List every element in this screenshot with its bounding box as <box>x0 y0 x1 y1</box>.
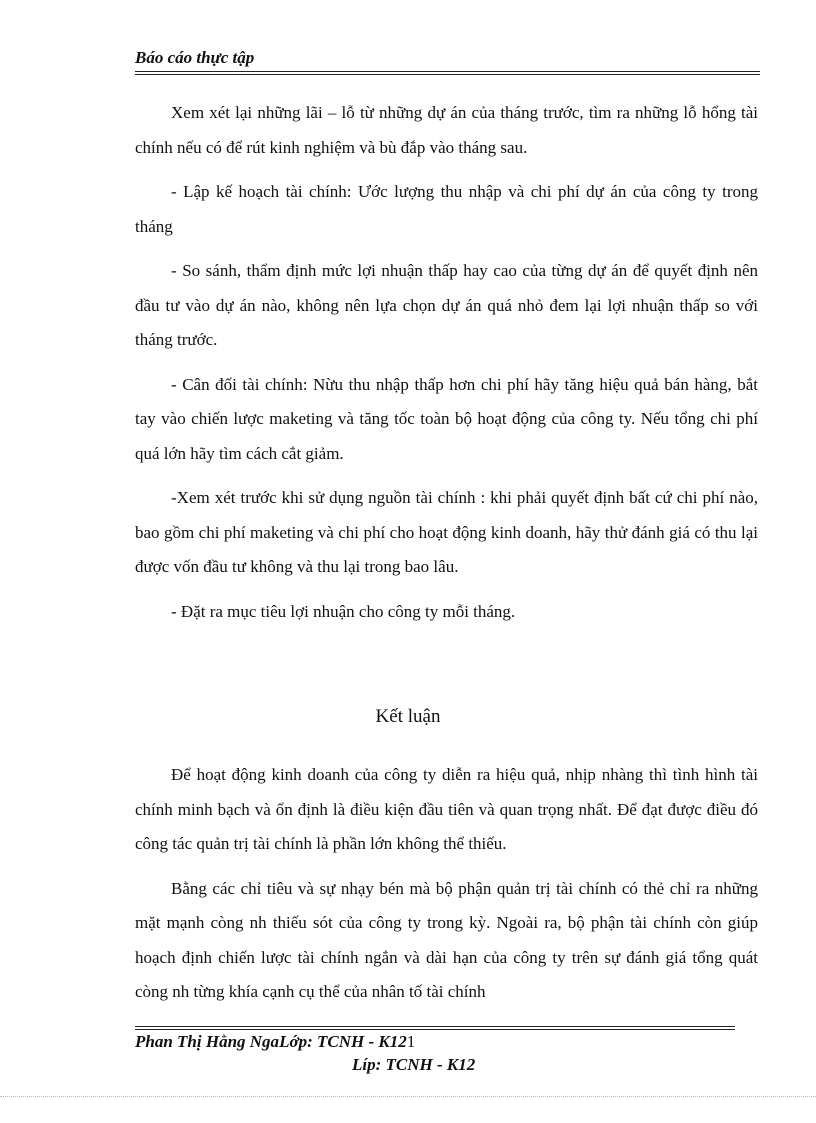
paragraph: Để hoạt động kinh doanh của công ty diễn ra hiệu quả, nhịp nhàng thì tình hình tài chính minh bạch và ổn định là điều kiện đầu tiên và quan trọng nhất. Để đạt được điều đó công tác quản trị tài chính là phần lớn không thể thiếu. <box>135 765 758 853</box>
footer-class-alt: Líp: TCNH - K12 <box>352 1055 476 1074</box>
page-number: 1 <box>406 1032 416 1051</box>
conclusion-section <box>135 758 758 1020</box>
footer-divider <box>135 1026 735 1030</box>
paragraph: Bằng các chỉ tiêu và sự nhạy bén mà bộ phận quản trị tài chính có thẻ chỉ ra những mặt mạnh còng nh thiếu sót của công ty trong kỳ. Ngoài ra, bộ phận tài chính còn giúp hoạch định chiến lược tài chính ngắn và dài hạn của công ty trên sự đánh giá tổng quát còng nh từng khía cạnh cụ thể của nhân tố tài chính <box>135 878 758 1001</box>
footer-line <box>135 1032 415 1052</box>
paragraph: - Lập kế hoạch tài chính: Ước lượng thu nhập và chi phí dự án của công ty trong tháng <box>135 182 758 236</box>
paragraph: -Xem xét trước khi sử dụng nguồn tài chính : khi phải quyết định bất cứ chi phí nào, bao gồm chi phí maketing và chi phí cho hoạt động kinh doanh, hãy thử đánh giá có thu lại được vốn đầu tư không và thu lại trong bao lâu. <box>135 488 758 576</box>
page-bottom-dotted-line <box>0 1096 816 1097</box>
footer-class: Lớp: TCNH - K12 <box>279 1032 407 1051</box>
body-section <box>135 96 758 639</box>
footer-author: Phan Thị Hằng Nga <box>135 1032 280 1051</box>
paragraph: - Cân đối tài chính: Nừu thu nhập thấp hơn chi phí hãy tăng hiệu quả bán hàng, bắt tay vào chiến lược maketing và tăng tốc toàn bộ hoạt động của công ty. Nếu tổng chi phí quá lớn hãy tìm cách cắt giảm. <box>135 374 758 463</box>
paragraph: - Đặt ra mục tiêu lợi nhuận cho công ty mỗi tháng. <box>171 601 516 621</box>
page-header-title: Báo cáo thực tập <box>135 48 255 67</box>
header-divider <box>135 71 760 75</box>
conclusion-heading: Kết luận <box>375 706 441 727</box>
paragraph: Xem xét lại những lãi – lỗ từ những dự án của tháng trước, tìm ra những lỗ hổng tài chính nếu có để rút kinh nghiệm và bù đắp vào tháng sau. <box>135 103 758 157</box>
paragraph: - So sánh, thẩm định mức lợi nhuận thấp hay cao của từng dự án để quyết định nên đầu tư vào dự án nào, không nên lựa chọn dự án quá nhỏ đem lại lợi nhuận thấp so với tháng trước. <box>135 261 758 349</box>
